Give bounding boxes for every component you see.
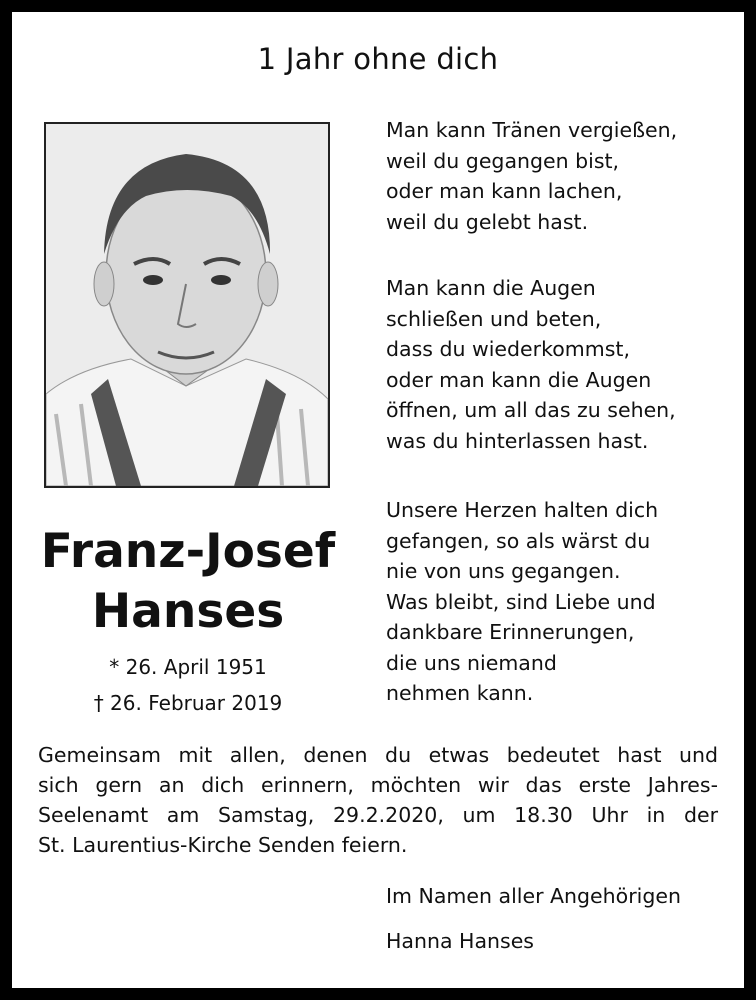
poem-line: Man kann die Augen bbox=[386, 276, 596, 300]
portrait-illustration bbox=[46, 124, 328, 486]
signature-name: Hanna Hanses bbox=[386, 929, 534, 953]
poem-line: nehmen kann. bbox=[386, 681, 534, 705]
poem-line: Man kann Tränen vergießen, bbox=[386, 118, 678, 142]
portrait-photo bbox=[44, 122, 330, 488]
poem-line: schließen und beten, bbox=[386, 306, 602, 331]
poem-line: was du hinterlassen hast. bbox=[386, 428, 649, 453]
poem-line: öffnen, um all das zu sehen, bbox=[386, 398, 676, 422]
poem-line: die uns niemand bbox=[386, 650, 557, 675]
announcement-line: Seelenamt am Samstag, 29.2.2020, um 18.30 Uhr in der bbox=[38, 803, 718, 827]
poem-line: weil du gegangen bist, bbox=[386, 148, 620, 173]
poem-line: oder man kann die Augen bbox=[386, 367, 652, 392]
poem-line: Was bleibt, sind Liebe und bbox=[386, 589, 656, 614]
announcement-line: sich gern an dich erinnern, möchten wir das erste Jahres- bbox=[38, 773, 718, 797]
poem-stanza-2 bbox=[386, 273, 726, 456]
poem-line: nie von uns gegangen. bbox=[386, 559, 621, 583]
deceased-last-name: Hanses bbox=[91, 584, 285, 639]
poem-line: gefangen, so als wärst du bbox=[386, 528, 651, 553]
heading: 1 Jahr ohne dich bbox=[257, 42, 499, 76]
death-date: † 26. Februar 2019 bbox=[93, 691, 283, 715]
announcement-line: Gemeinsam mit allen, denen du etwas bedeutet hast und bbox=[38, 743, 718, 767]
poem-line: weil du gelebt hast. bbox=[386, 209, 589, 234]
poem-stanza-3 bbox=[386, 495, 726, 709]
signature-line: Im Namen aller Angehörigen bbox=[386, 884, 681, 908]
poem-line: dankbare Erinnerungen, bbox=[386, 620, 635, 644]
announcement-line: St. Laurentius-Kirche Senden feiern. bbox=[38, 833, 408, 857]
poem-line: oder man kann lachen, bbox=[386, 179, 623, 203]
poem-line: dass du wiederkommst, bbox=[386, 337, 630, 361]
memorial-announcement bbox=[38, 740, 718, 860]
deceased-first-name: Franz-Josef bbox=[40, 524, 336, 579]
birth-date: * 26. April 1951 bbox=[109, 655, 267, 679]
poem-line: Unsere Herzen halten dich bbox=[386, 498, 659, 522]
poem-stanza-1 bbox=[386, 115, 726, 237]
